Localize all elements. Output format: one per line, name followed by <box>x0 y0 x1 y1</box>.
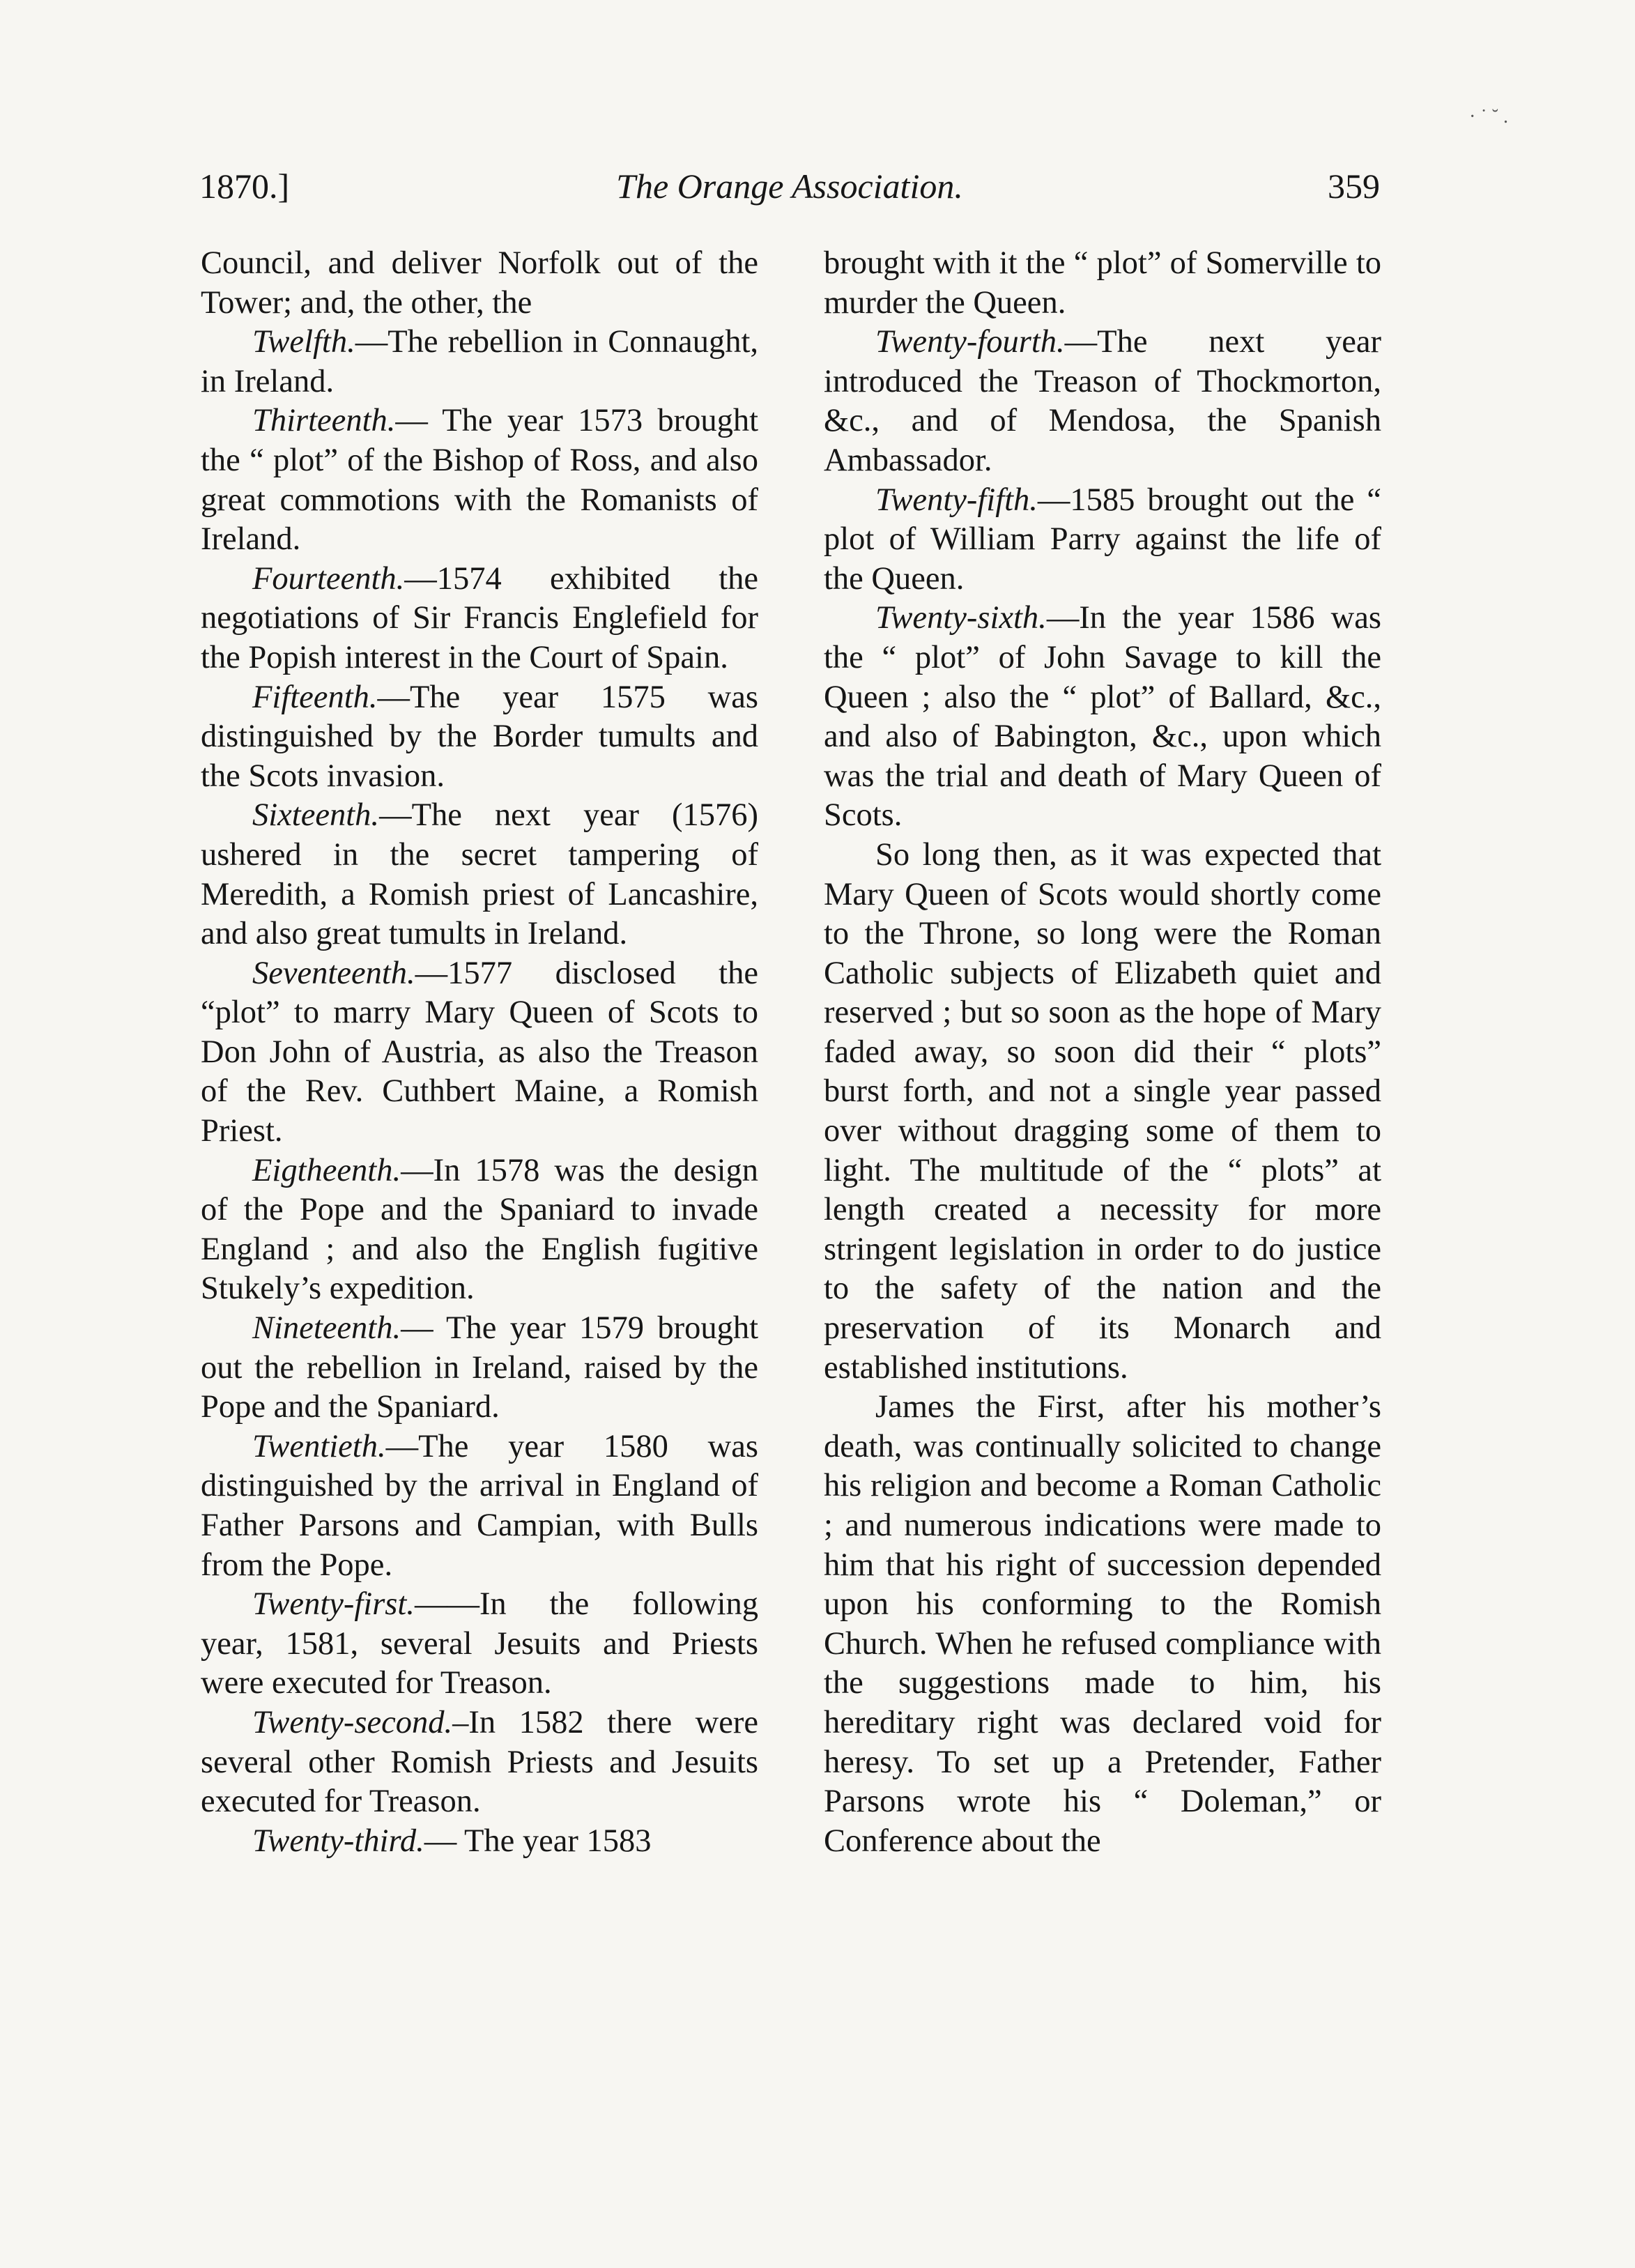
paragraph <box>824 481 1381 599</box>
paragraph-text: —The rebellion in Connaught, in Ireland. <box>201 324 758 399</box>
paragraph <box>201 1822 758 1862</box>
paragraph-text: —The next year introduced the Treason of Thockmorton, &c., and of Mendosa, the Spanish Ambassador. <box>824 324 1381 478</box>
paragraph <box>201 1585 758 1703</box>
paragraph-heading: Twelfth. <box>252 324 355 360</box>
paragraph-text: — The year 1583 <box>424 1823 652 1859</box>
paragraph-text: —1577 disclosed the “plot” to marry Mary Queen of Scots to Don John of Austria, as also the Treason of the Rev. Cuthbert Maine, a Romish Priest. <box>201 955 758 1149</box>
paragraph-text: — The year 1579 brought out the rebellion in Ireland, raised by the Pope and the Spaniard. <box>201 1310 758 1425</box>
paragraph-text: —The next year (1576) ushered in the secret tampering of Meredith, a Romish priest of Lancashire, and also great tumults in Ireland. <box>201 797 758 952</box>
paragraph-heading: Twentieth. <box>252 1428 386 1464</box>
paragraph-text: —1585 brought out the “ plot of William Parry against the life of the Queen. <box>824 482 1381 597</box>
paragraph-heading: Eigtheenth. <box>252 1152 401 1188</box>
paragraph-heading: Twenty-fifth. <box>875 482 1038 518</box>
paragraph-text: —In 1578 was the design of the Pope and the Spaniard to invade England ; and also the English fugitive Stukely’s expedition. <box>201 1152 758 1307</box>
header-year: 1870.] <box>199 167 290 206</box>
paragraph-heading: Sixteenth. <box>252 797 380 834</box>
paragraph-text: — The year 1573 brought the “ plot” of the Bishop of Ross, and also great commotions with the Romanists of Ireland. <box>201 403 758 558</box>
paragraph-heading: Twenty-sixth. <box>875 600 1047 636</box>
paragraph-text: —The year 1580 was distinguished by the arrival in England of Father Parsons and Campian, with Bulls from the Pope. <box>201 1428 758 1583</box>
paragraph <box>824 836 1381 1388</box>
paragraph-text: James the First, after his mother’s death, was continually solicited to change his religion and become a Roman Catholic ; and numerous indications were made to him that his right of succession depended upon his conforming to the Romish Church. When he refused compliance with the suggestions made to him, his hereditary right was declared void for heresy. To set up a Pretender, Father Parsons wrote his “ Doleman,” or Conference about the <box>824 1389 1381 1859</box>
page-number: 359 <box>1328 167 1380 206</box>
paragraph-heading: Twenty-fourth. <box>875 324 1065 360</box>
paragraph-heading: Twenty-third. <box>252 1823 424 1859</box>
paragraph <box>201 954 758 1151</box>
paragraph-text: So long then, as it was expected that Mary Queen of Scots would shortly come to the Throne, so long were the Roman Catholic subjects of Elizabeth quiet and reserved ; but so soon as the hope of Mary faded away, so soon did their “ plots” burst forth, and not a single year passed over without dragging some of them to light. The multitude of the “ plots” at length created a necessity for more stringent legislation in order to do justice to the safety of the nation and the preservation of its Monarch and established institutions. <box>824 836 1381 1386</box>
paragraph <box>201 1151 758 1309</box>
paragraph-text: ——In the following year, 1581, several Jesuits and Priests were executed for Treason. <box>201 1586 758 1701</box>
paragraph-text: —In the year 1586 was the “ plot” of John Savage to kill the Queen ; also the “ plot” of Ballard, &c., and also of Babington, &c., upon which was the trial and death of Mary Queen of Scots. <box>824 600 1381 834</box>
paragraph <box>201 1309 758 1427</box>
paragraph-text: brought with it the “ plot” of Somerville to murder the Queen. <box>824 245 1381 321</box>
paragraph-heading: Nineteenth. <box>252 1310 401 1347</box>
paragraph-heading: Fourteenth. <box>252 560 405 597</box>
running-header <box>199 162 1380 210</box>
paragraph <box>201 401 758 559</box>
paragraph-heading: Twenty-second. <box>252 1704 453 1740</box>
paragraph-heading: Fifteenth. <box>252 679 378 715</box>
paragraph <box>201 796 758 953</box>
paragraph <box>201 678 758 797</box>
right-column <box>824 244 1381 1861</box>
paragraph-heading: Seventeenth. <box>252 955 415 991</box>
header-title: The Orange Association. <box>616 167 963 206</box>
paragraph-text: –In 1582 there were several other Romish Priests and Jesuits executed for Treason. <box>201 1704 758 1820</box>
paragraph <box>201 244 758 323</box>
paragraph-heading: Twenty-first. <box>252 1586 415 1623</box>
paragraph <box>824 244 1381 323</box>
paragraph-text: Council, and deliver Norfolk out of the Tower; and, the other, the <box>201 245 758 321</box>
paragraph-text: —The year 1575 was distinguished by the Border tumults and the Scots invasion. <box>201 679 758 794</box>
paragraph <box>824 599 1381 836</box>
paragraph <box>824 323 1381 480</box>
paragraph <box>824 1388 1381 1861</box>
paragraph <box>201 1427 758 1585</box>
scan-mark: · ˙ ˘ . <box>1469 106 1508 128</box>
paragraph-text: —1574 exhibited the negotiations of Sir Francis Englefield for the Popish interest in the Court of Spain. <box>201 560 758 675</box>
paragraph <box>201 323 758 401</box>
left-column <box>201 244 758 1861</box>
paragraph <box>201 1703 758 1822</box>
paragraph-heading: Thirteenth. <box>252 403 396 439</box>
paragraph <box>201 560 758 678</box>
